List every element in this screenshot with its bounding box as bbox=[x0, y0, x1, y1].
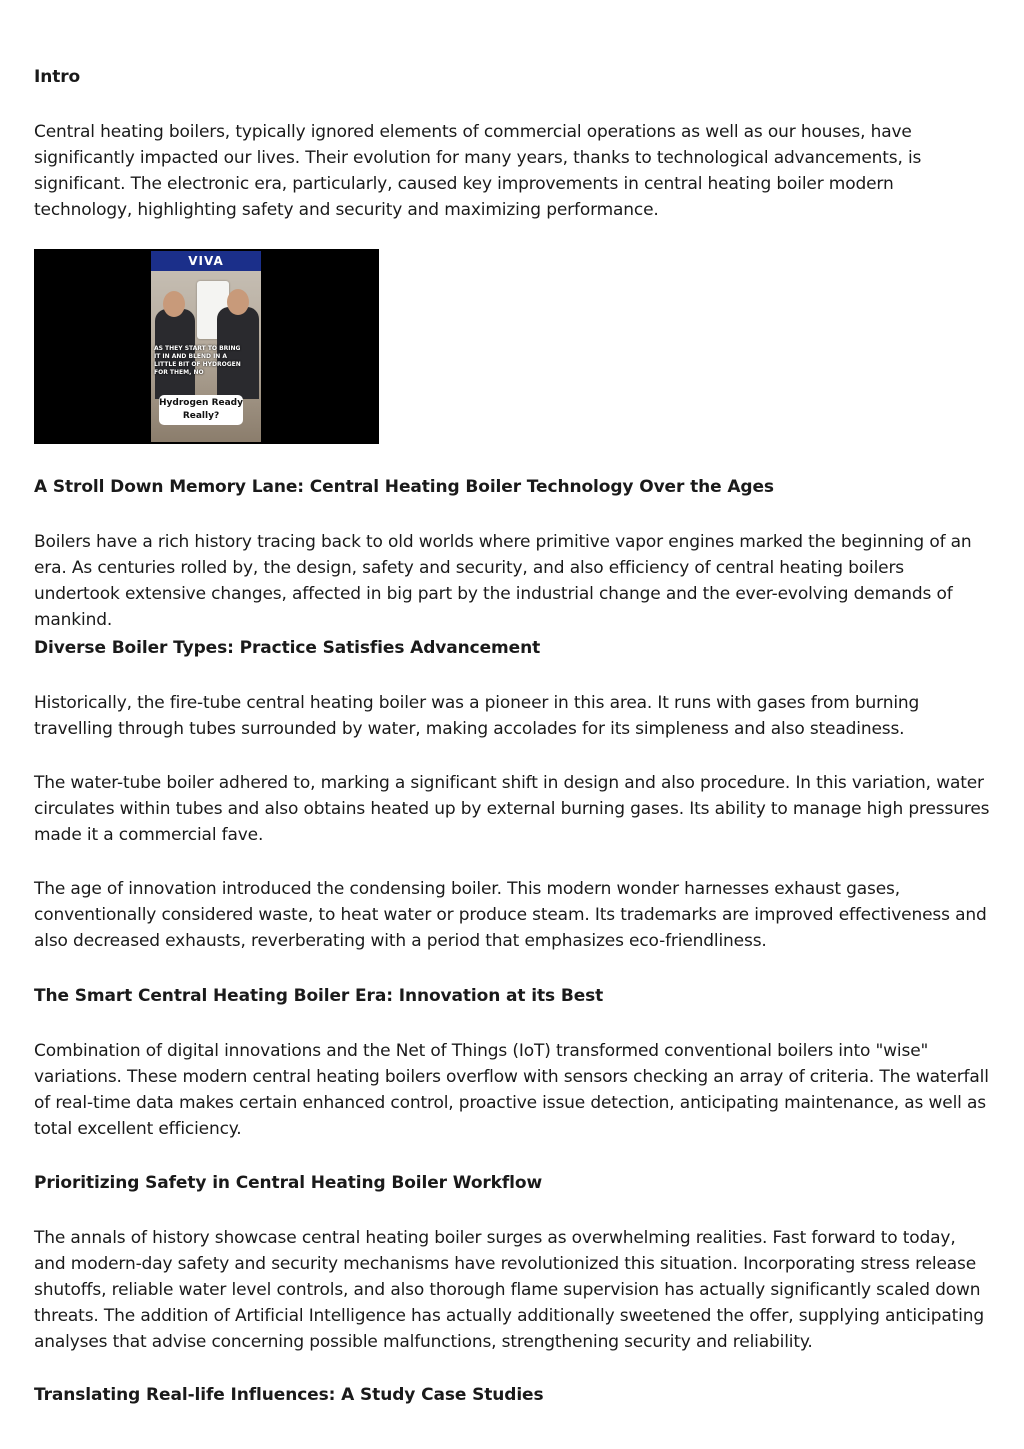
section-heading-case-studies: Translating Real-life Influences: A Study Case Studies bbox=[34, 1385, 544, 1405]
smart-era-paragraph: Combination of digital innovations and the Net of Things (IoT) transformed conventional boilers into "wise" variations. These modern central heating boilers overflow with sensors checking an array of criteria. The waterfall of real-time data makes certain enhanced control, proactive issue detection, anticipating maintenance, as well as total excellent efficiency. bbox=[34, 1041, 989, 1139]
presenter-left-head bbox=[163, 291, 185, 317]
section-heading-history: A Stroll Down Memory Lane: Central Heating Boiler Technology Over the Ages bbox=[34, 477, 774, 497]
boiler-types-paragraph-1: Historically, the fire-tube central heating boiler was a pioneer in this area. It runs with gases from burning travelling through tubes surrounded by water, making accolades for its simpleness and also steadiness. bbox=[34, 693, 920, 739]
boiler-types-paragraph-3: The age of innovation introduced the condensing boiler. This modern wonder harnesses exhaust gases, conventionally considered waste, to heat water or produce steam. Its trademarks are improved effectiveness and also decreased exhausts, reverberating with a period that emphasizes eco-friendliness. bbox=[34, 879, 987, 951]
section-heading-smart-era: The Smart Central Heating Boiler Era: Innovation at its Best bbox=[34, 986, 604, 1006]
section-heading-intro: Intro bbox=[34, 67, 81, 87]
badge-line-1: Hydrogen Ready bbox=[159, 398, 243, 408]
section-heading-safety: Prioritizing Safety in Central Heating Boiler Workflow bbox=[34, 1173, 543, 1193]
video-badge bbox=[159, 395, 243, 425]
boiler-types-paragraph-2: The water-tube boiler adhered to, marking a significant shift in design and also procedure. In this variation, water circulates within tubes and also obtains heated up by external burning gases. Its ability to manage high pressures made it a commercial fave. bbox=[34, 773, 990, 845]
badge-line-2: Really? bbox=[182, 411, 220, 421]
intro-paragraph: Central heating boilers, typically ignored elements of commercial operations as well as our houses, have significantly impacted our lives. Their evolution for many years, thanks to technological advancements, is significant. The electronic era, particularly, caused key improvements in central heating boiler modern technology, highlighting safety and security and maximizing performance. bbox=[34, 122, 922, 220]
video-frame bbox=[151, 251, 261, 442]
video-caption: AS THEY START TO BRING IT IN AND BLEND IN A LITTLE BIT OF HYDROGEN FOR THEM, NO bbox=[154, 345, 241, 376]
presenter-right-head bbox=[227, 289, 249, 315]
history-paragraph: Boilers have a rich history tracing back to old worlds where primitive vapor engines marked the beginning of an era. As centuries rolled by, the design, safety and security, and also efficiency of central heating boilers undertook extensive changes, affected in big part by the industrial change and the ever-evolving demands of mankind. bbox=[34, 532, 972, 630]
safety-paragraph: The annals of history showcase central heating boiler surges as overwhelming realities. Fast forward to today, and modern-day safety and security mechanisms have revolutionized this situation. Incorporating stress release shutoffs, reliable water level controls, and also thorough flame supervision has actually significantly scaled down threats. The addition of Artificial Intelligence has actually additionally sweetened the offer, supplying anticipating analyses that advise concerning possible malfunctions, strengthening security and reliability. bbox=[34, 1228, 984, 1352]
section-heading-boiler-types: Diverse Boiler Types: Practice Satisfies Advancement bbox=[34, 638, 541, 658]
video-thumbnail[interactable] bbox=[34, 249, 379, 444]
viva-logo: VIVA bbox=[151, 251, 261, 271]
